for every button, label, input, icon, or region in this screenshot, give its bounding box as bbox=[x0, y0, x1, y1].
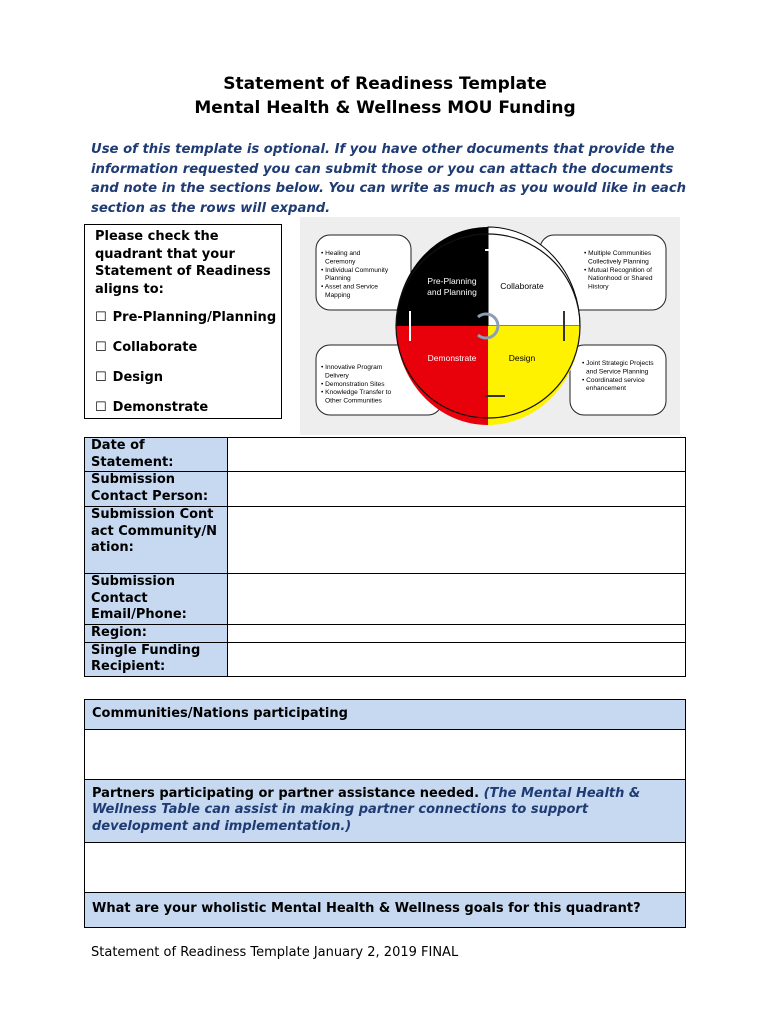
bullet-line: • Coordinated service bbox=[582, 376, 645, 384]
field-label: Submission Contact Person: bbox=[85, 472, 228, 506]
community-field[interactable] bbox=[228, 506, 686, 573]
bullet-line: • Innovative Program bbox=[321, 364, 383, 371]
table-row bbox=[85, 506, 686, 573]
checkbox-icon[interactable]: ☐ bbox=[95, 310, 107, 325]
document-subtitle: Mental Health & Wellness MOU Funding bbox=[194, 98, 576, 118]
bullet-line: Other Communities bbox=[325, 397, 382, 405]
partners-note: (The Mental Health & Wellness Table can assist in making partner connections to support development and implementation.) bbox=[92, 785, 641, 835]
field-label: Submission Contact Email/Phone: bbox=[85, 573, 228, 624]
communities-label: Communities/Nations participating bbox=[85, 700, 686, 730]
goals-label: What are your wholistic Mental Health & Wellness goals for this quadrant? bbox=[85, 892, 686, 927]
bullet-line: Delivery bbox=[325, 372, 349, 380]
intro-instructions: Use of this template is optional. If you have other documents that provide the information requested you can submit those or you can attach the documents and note in the sections below. You can write as much as you would like in each section as the rows will expand. bbox=[91, 142, 687, 216]
bullet-line: • Mutual Recognition of bbox=[584, 266, 652, 274]
bullet-line: • Asset and Service bbox=[321, 283, 378, 291]
bullet-line: History bbox=[588, 283, 609, 291]
bullet-line: and Service Planning bbox=[586, 368, 649, 376]
page-footer: Statement of Readiness Template January 2, 2019 FINAL bbox=[91, 945, 459, 960]
checkbox-label: Collaborate bbox=[112, 340, 198, 355]
quadrant-diagram bbox=[300, 217, 680, 435]
bullet-line: Nationhood or Shared bbox=[588, 275, 653, 283]
submission-info-table bbox=[84, 437, 686, 677]
document-title: Statement of Readiness Template bbox=[223, 74, 547, 94]
bullet-line: • Healing and bbox=[321, 250, 361, 257]
checkbox-collaborate[interactable] bbox=[95, 340, 197, 355]
bullet-line: • Individual Community bbox=[321, 266, 389, 274]
quadrant-label: Design bbox=[508, 353, 536, 363]
bullet-line: Planning bbox=[325, 275, 351, 283]
contact-person-field[interactable] bbox=[228, 472, 686, 506]
region-field[interactable] bbox=[228, 624, 686, 642]
checkbox-icon[interactable]: ☐ bbox=[95, 370, 107, 385]
participation-table bbox=[84, 699, 686, 928]
table-row bbox=[85, 892, 686, 927]
quadrant-checkbox-panel bbox=[84, 224, 282, 419]
callout-bullets bbox=[321, 364, 391, 405]
funding-recipient-field[interactable] bbox=[228, 642, 686, 676]
communities-field[interactable] bbox=[85, 729, 686, 779]
bullet-line: Collectively Planning bbox=[588, 258, 649, 266]
field-label: Date of Statement: bbox=[85, 438, 228, 472]
checkbox-label: Pre-Planning/Planning bbox=[112, 310, 277, 325]
email-phone-field[interactable] bbox=[228, 573, 686, 624]
table-row bbox=[85, 642, 686, 676]
bullet-line: • Joint Strategic Projects bbox=[582, 360, 654, 367]
table-row bbox=[85, 700, 686, 730]
checkbox-demonstrate[interactable] bbox=[95, 400, 208, 415]
checkbox-design[interactable] bbox=[95, 370, 163, 385]
table-row bbox=[85, 729, 686, 779]
field-label: Submission Contact Community/Nation: bbox=[85, 506, 228, 573]
field-label: Region: bbox=[85, 624, 228, 642]
field-label: Single Funding Recipient: bbox=[85, 642, 228, 676]
table-row bbox=[85, 438, 686, 472]
checkbox-label: Demonstrate bbox=[112, 400, 209, 415]
quadrant-prompt: Please check the quadrant that your Statement of Readiness aligns to: bbox=[95, 229, 271, 297]
table-row bbox=[85, 472, 686, 506]
bullet-line: • Multiple Communities bbox=[584, 250, 652, 257]
checkbox-icon[interactable]: ☐ bbox=[95, 400, 107, 415]
bullet-line: • Demonstration Sites bbox=[321, 380, 385, 388]
table-row bbox=[85, 779, 686, 842]
quadrant-label: Pre-Planning and Planning bbox=[427, 276, 477, 297]
partners-label-cell bbox=[85, 779, 686, 842]
partners-label: Partners participating or partner assistance needed. bbox=[92, 785, 480, 801]
table-row bbox=[85, 624, 686, 642]
quadrant-label: Collaborate bbox=[500, 281, 544, 291]
bullet-line: • Knowledge Transfer to bbox=[321, 389, 392, 397]
table-row bbox=[85, 842, 686, 892]
checkbox-icon[interactable]: ☐ bbox=[95, 340, 107, 355]
date-field[interactable] bbox=[228, 438, 686, 472]
table-row bbox=[85, 573, 686, 624]
checkbox-label: Design bbox=[112, 370, 164, 385]
partners-field[interactable] bbox=[85, 842, 686, 892]
bullet-line: Mapping bbox=[325, 292, 351, 299]
checkbox-preplanning[interactable] bbox=[95, 310, 276, 325]
bullet-line: Ceremony bbox=[325, 258, 356, 266]
quadrant-label: Demonstrate bbox=[427, 353, 477, 363]
bullet-line: enhancement bbox=[586, 385, 626, 393]
